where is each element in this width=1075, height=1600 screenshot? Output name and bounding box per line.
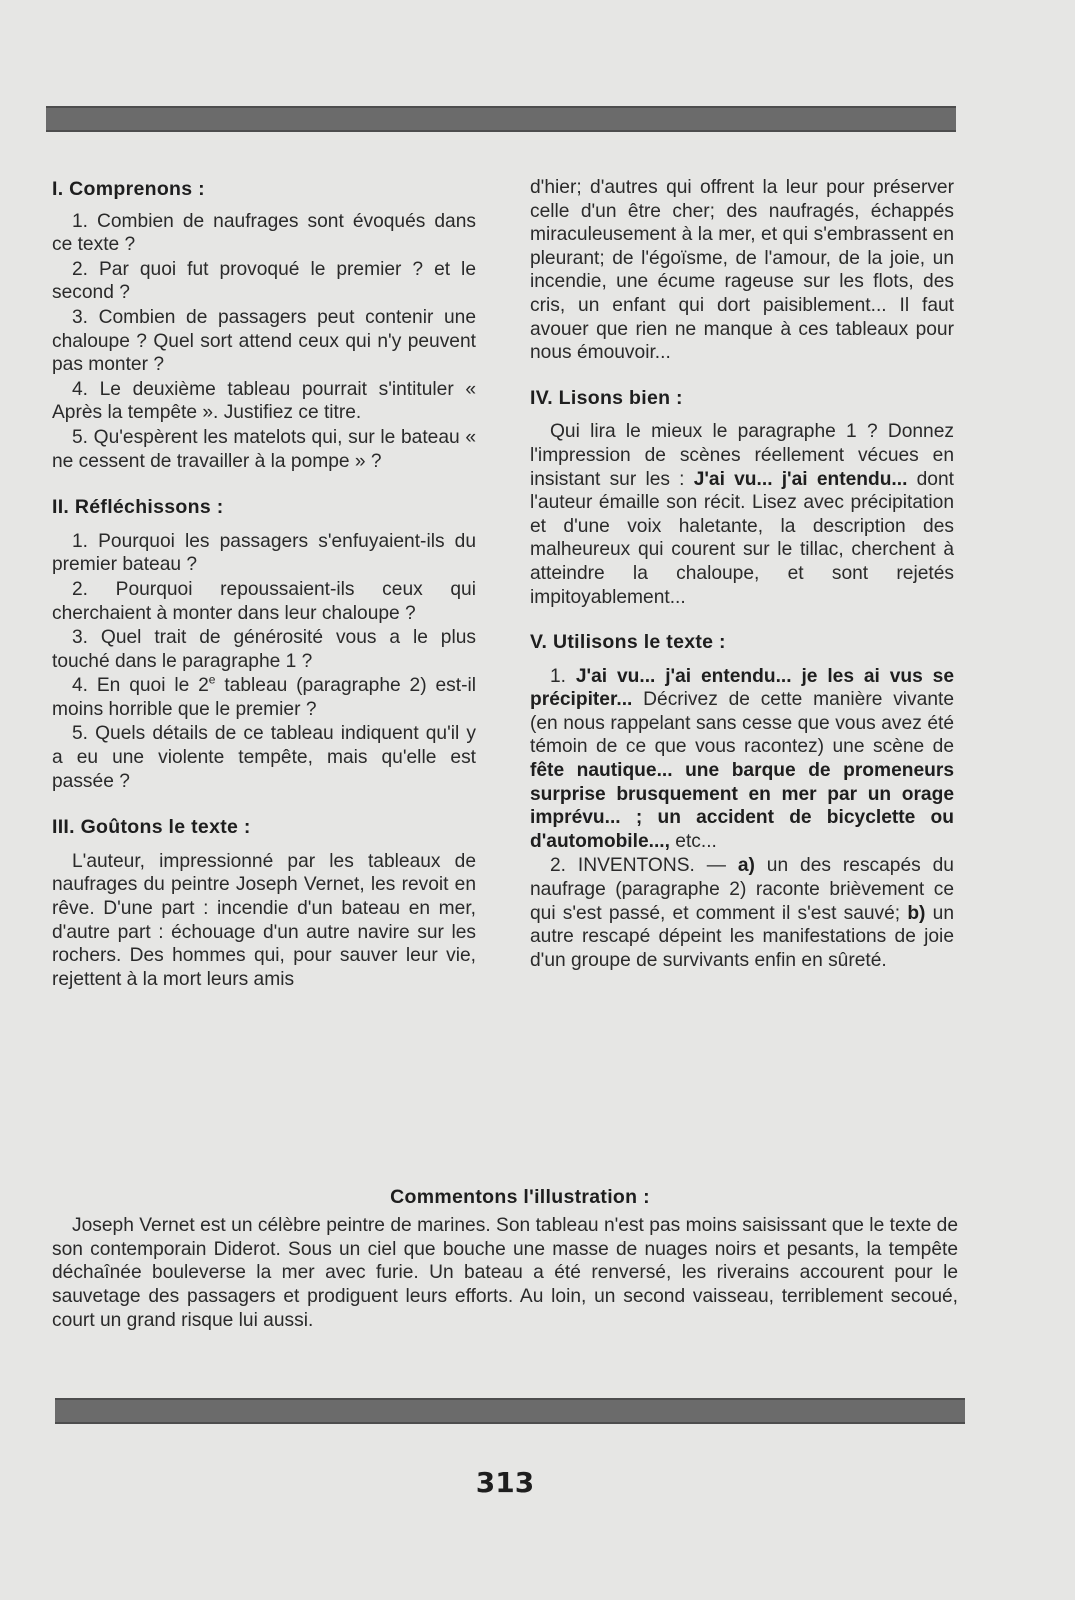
- section-title-utilisons: V. Utilisons le texte :: [530, 631, 726, 654]
- lisons-text-start: Qui lira le mieux le paragraphe 1 ? Donnez l'impression de scènes réellement vécues en insistant sur les :: [530, 421, 954, 490]
- question-2-2: 2. Pourquoi repoussaient-ils ceux qui cherchaient à monter dans leur chaloupe ?: [52, 578, 476, 624]
- utilisons-p1-number: 1.: [550, 665, 576, 687]
- question-1-3: 3. Combien de passagers peut contenir une chaloupe ? Quel sort attend ceux qui n'y peuvent pas monter ?: [52, 306, 476, 376]
- top-rule: [46, 106, 956, 132]
- utilisons-p2-number: 2.: [550, 855, 578, 877]
- utilisons-p2-label-b: b): [907, 902, 926, 924]
- section-title-comprenons: I. Comprenons :: [52, 178, 205, 200]
- right-column: [530, 176, 954, 972]
- utilisons-p2-inventons: INVENTONS.: [577, 855, 695, 877]
- goutons-text-part-1: L'auteur, impressionné par les tableaux de naufrages du peintre Joseph Vernet, les revoit en rêve. D'une part : incendie d'un bateau en mer, d'autre part : échouage d'un autre navire sur les rochers. Des hommes qui, pour sauver leur vie, rejettent à la mort leurs amis: [52, 850, 476, 990]
- question-2-1: 1. Pourquoi les passagers s'enfuyaient-ils du premier bateau ?: [52, 530, 476, 576]
- superscript-e: e: [208, 672, 216, 687]
- section-title-lisons: IV. Lisons bien :: [530, 386, 683, 409]
- question-1-4: 4. Le deuxième tableau pourrait s'intituler « Après la tempête ». Justifiez ce titre.: [52, 378, 476, 424]
- page-number: 313: [475, 1466, 535, 1499]
- utilisons-paragraph-1: [530, 665, 954, 854]
- question-1-5: 5. Qu'espèrent les matelots qui, sur le bateau « ne cessent de travailler à la pompe » ?: [52, 426, 476, 472]
- question-2-4: [52, 674, 476, 721]
- question-2-4-start: 4. En quoi le 2: [72, 675, 209, 697]
- utilisons-paragraph-2: [530, 854, 954, 972]
- utilisons-p2-label-a: a): [737, 855, 755, 877]
- lisons-text: [530, 420, 954, 609]
- utilisons-p2-text-b: un autre rescapé dépeint les manifestations de joie d'un groupe de survivants enfin en sûreté.: [530, 902, 954, 971]
- utilisons-p1-bold-1: J'ai vu... j'ai entendu... je les ai vus se précipiter...: [530, 665, 954, 711]
- question-2-5: 5. Quels détails de ce tableau indiquent qu'il y a eu une violente tempête, mais qu'elle est passée ?: [52, 723, 476, 792]
- section-title-reflechissons: II. Réfléchissons :: [52, 496, 224, 519]
- utilisons-p1-bold-2: fête nautique... une barque de promeneurs surprise brusquement en mer par un orage imprévu... ; un accident de bicyclette ou d'automobile...,: [530, 760, 954, 852]
- goutons-text-part-2: d'hier; d'autres qui offrent la leur pour préserver celle d'un être cher; des naufragés, échappés miraculeusement à la mer, et qui s'embrassent en pleurant; de l'égoïsme, de l'amour, de la joie, un incendie, une écume rageuse sur les flots, des cris, un enfant qui dort paisiblement... Il faut avouer que rien ne manque à ces tableaux pour nous émouvoir...: [530, 177, 954, 364]
- lisons-text-end: dont l'auteur émaille son récit. Lisez avec précipitation et d'une voix haletante, la description des malheureux qui courent sur le tillac, cherchent à atteindre la chaloupe, et sont rejetés impitoyablement...: [530, 468, 954, 608]
- utilisons-p2-dash: —: [694, 855, 738, 877]
- question-2-3: 3. Quel trait de générosité vous a le plus touché dans le paragraphe 1 ?: [52, 627, 476, 672]
- question-2-4-end: tableau (paragraphe 2) est-il moins horrible que le premier ?: [52, 675, 476, 720]
- section-title-illustration: Commentons l'illustration :: [390, 1186, 650, 1208]
- question-1-2: 2. Par quoi fut provoqué le premier ? et le second ?: [52, 258, 476, 304]
- utilisons-p1-text-1: Décrivez de cette manière vivante (en nous rappelant sans cesse que vous avez été témoin de ce que vous racontez) une scène de: [530, 689, 954, 758]
- question-1-1: 1. Combien de naufrages sont évoqués dans ce texte ?: [52, 210, 476, 256]
- utilisons-p1-text-2: etc...: [669, 830, 717, 852]
- bottom-rule: [55, 1398, 965, 1424]
- illustration-commentary: [52, 1186, 958, 1333]
- illustration-text: Joseph Vernet est un célèbre peintre de marines. Son tableau n'est pas moins saisissant que le texte de son contemporain Diderot. Sous un ciel que bouche une masse de nuages noirs et pesants, la tempête déchaînée bouleverse la mer avec furie. Un bateau a été renversé, les riverains accourent pour le sauvetage des passagers et prodiguent leurs efforts. Au loin, un second vaisseau, terriblement secoué, court un grand risque lui aussi.: [52, 1214, 958, 1331]
- left-column: [52, 178, 476, 991]
- utilisons-p2-text-a: un des rescapés du naufrage (paragraphe 2) raconte brièvement ce qui s'est passé, et comment il s'est sauvé;: [530, 855, 954, 924]
- section-title-goutons: III. Goûtons le texte :: [52, 816, 251, 839]
- lisons-text-bold: J'ai vu... j'ai entendu...: [693, 468, 908, 490]
